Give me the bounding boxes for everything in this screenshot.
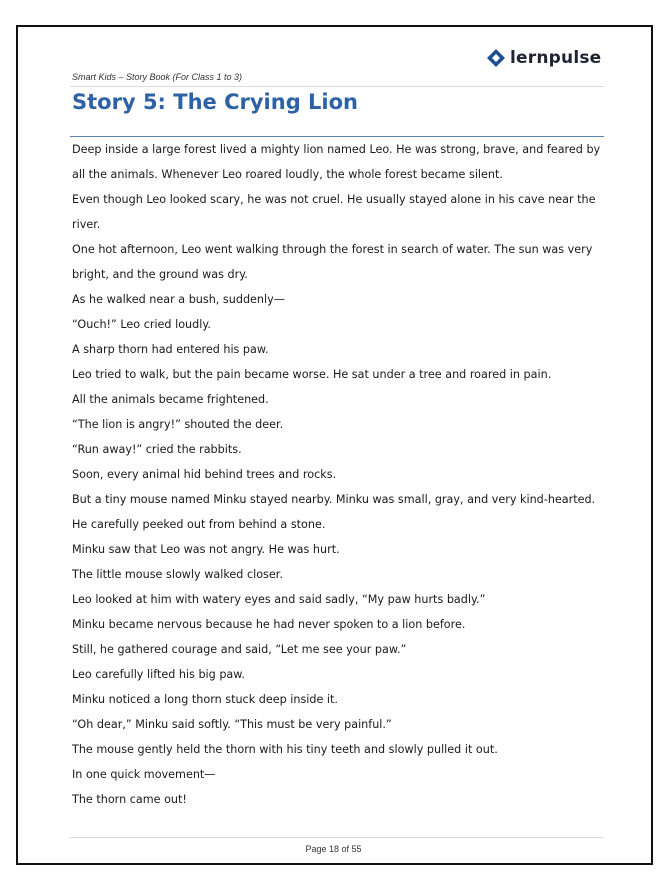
diamond-logo-icon	[486, 48, 506, 68]
story-paragraph: Even though Leo looked scary, he was not cruel. He usually stayed alone in his cave near the river.	[72, 193, 596, 231]
brand-logo	[486, 45, 601, 71]
footer-divider	[70, 837, 604, 838]
story-paragraph: One hot afternoon, Leo went walking through the forest in search of water. The sun was very bright, and the ground was dry.	[72, 243, 593, 281]
story-paragraph: Minku became nervous because he had never spoken to a lion before.	[72, 618, 466, 631]
story-paragraph: As he walked near a bush, suddenly—	[72, 293, 285, 306]
story-paragraph: “Ouch!” Leo cried loudly.	[72, 318, 211, 331]
brand-name: lernpulse	[510, 48, 602, 68]
story-paragraph: The thorn came out!	[72, 793, 187, 806]
story-paragraph: “Run away!” cried the rabbits.	[72, 443, 242, 456]
story-paragraph: A sharp thorn had entered his paw.	[72, 343, 269, 356]
story-paragraph: Leo tried to walk, but the pain became worse. He sat under a tree and roared in pain.	[72, 368, 552, 381]
story-paragraph: Soon, every animal hid behind trees and rocks.	[72, 468, 337, 481]
book-subtitle: Smart Kids – Story Book (For Class 1 to 3)	[72, 72, 243, 82]
story-paragraph: All the animals became frightened.	[72, 393, 269, 406]
header-divider	[70, 86, 604, 87]
story-paragraph: Still, he gathered courage and said, “Let me see your paw.”	[72, 643, 407, 656]
story-paragraph: “Oh dear,” Minku said softly. “This must be very painful.”	[72, 718, 392, 731]
story-body	[72, 137, 607, 812]
story-paragraph: In one quick movement—	[72, 768, 216, 781]
page-number: Page 18 of 55	[305, 844, 362, 854]
story-paragraph: “The lion is angry!” shouted the deer.	[72, 418, 284, 431]
story-paragraph: Minku noticed a long thorn stuck deep inside it.	[72, 693, 338, 706]
story-paragraph: The little mouse slowly walked closer.	[72, 568, 283, 581]
story-paragraph: Minku saw that Leo was not angry. He was hurt.	[72, 543, 340, 556]
story-paragraph: Leo looked at him with watery eyes and said sadly, “My paw hurts badly.”	[72, 593, 486, 606]
story-paragraph: Leo carefully lifted his big paw.	[72, 668, 245, 681]
story-title: Story 5: The Crying Lion	[72, 90, 359, 114]
story-paragraph: Deep inside a large forest lived a mighty lion named Leo. He was strong, brave, and feared by all the animals. Whenever Leo roared loudly, the whole forest became silent.	[72, 143, 601, 181]
story-paragraph: The mouse gently held the thorn with his tiny teeth and slowly pulled it out.	[72, 743, 498, 756]
story-paragraph: But a tiny mouse named Minku stayed nearby. Minku was small, gray, and very kind-hearted.	[72, 493, 596, 506]
story-paragraph: He carefully peeked out from behind a stone.	[72, 518, 326, 531]
